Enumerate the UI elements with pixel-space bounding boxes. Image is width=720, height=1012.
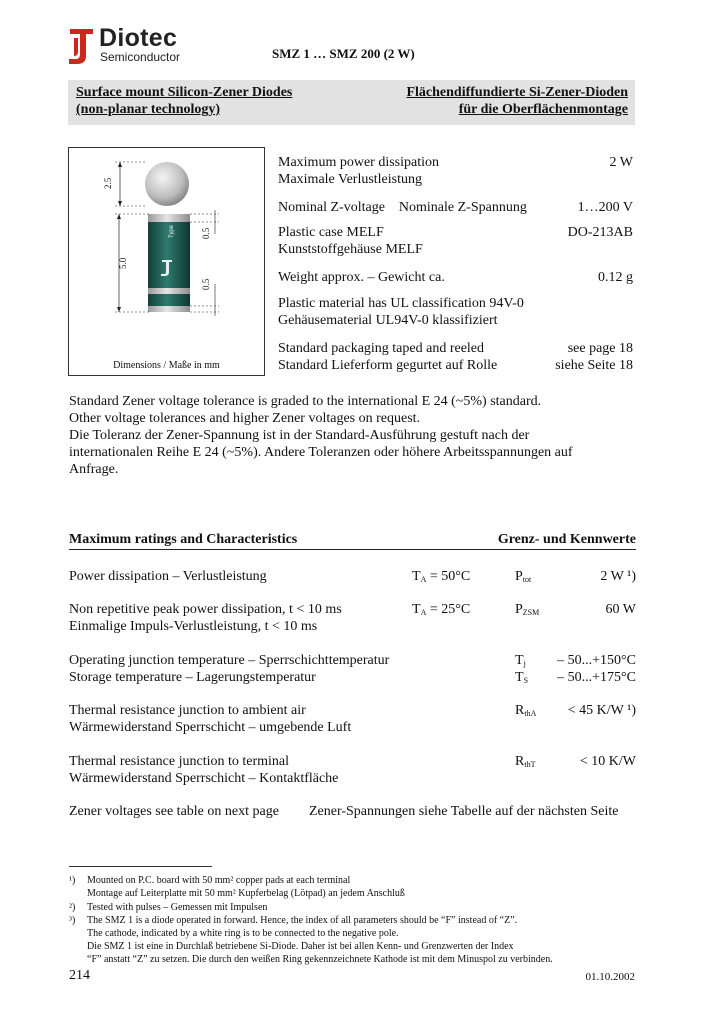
banner-title-de [406, 84, 628, 118]
spec-label: Plastic case MELF [278, 225, 384, 240]
banner-title-en [76, 84, 292, 118]
para-line: Other voltage tolerances and higher Zener voltages on request. [69, 411, 421, 426]
para-line: Standard Zener voltage tolerance is graded to the international E 24 (~5%) standard. [69, 394, 542, 409]
title-banner [68, 80, 635, 125]
spec-label-de: Standard Lieferform gegurtet auf Rolle [278, 358, 498, 373]
spec-value: 2 W [609, 155, 633, 170]
brand-name: Diotec [99, 24, 178, 52]
spec-label: Weight approx. – Gewicht ca. [278, 270, 445, 285]
type-label: Type [169, 224, 175, 238]
cathode-ring [148, 288, 190, 294]
dim-band-bottom-label: 0.5 [201, 278, 211, 290]
spec-label-de: Maximale Verlustleistung [278, 172, 422, 187]
dimension-figure [68, 147, 265, 376]
dim-top-label: 2.5 [103, 177, 113, 189]
spec-value-de: siehe Seite 18 [555, 358, 633, 373]
spec-power [278, 154, 633, 188]
spec-ul [278, 295, 633, 329]
spec-value: 1…200 V [577, 200, 633, 215]
spec-label-de: Kunststoffgehäuse MELF [278, 242, 423, 257]
spec-case [278, 224, 633, 258]
brand-subtitle: Semiconductor [100, 50, 181, 64]
tolerance-paragraph [69, 393, 629, 478]
ratings-heading-de: Grenz- und Kennwerte [497, 532, 636, 547]
spec-packaging [278, 340, 633, 374]
top-cap [148, 214, 190, 222]
spec-label: Standard packaging taped and reeled [278, 341, 485, 356]
melf-drawing [69, 148, 264, 348]
dim-body-label: 5.0 [118, 257, 128, 269]
para-line: Anfrage. [69, 462, 119, 477]
banner-en-line1: Surface mount Silicon-Zener Diodes [76, 85, 293, 100]
banner-de-line2: für die Oberflächenmontage [458, 102, 628, 117]
page-number: 214 [69, 968, 90, 983]
para-line: Die Toleranz der Zener-Spannung ist in der Standard-Ausführung gestuft nach der [69, 428, 530, 443]
document-date: 01.10.2002 [585, 971, 635, 983]
banner-en-line2: (non-planar technology) [76, 102, 221, 117]
end-view-ball [145, 162, 189, 206]
ratings-heading [69, 532, 636, 549]
spec-zvoltage [278, 199, 633, 216]
spec-label-de: Gehäusematerial UL94V-0 klassifiziert [278, 313, 498, 328]
spec-weight [278, 269, 633, 286]
bottom-cap [148, 306, 190, 312]
spec-label: Maximum power dissipation [278, 155, 439, 170]
heading-divider [69, 549, 636, 550]
spec-value: see page 18 [567, 341, 633, 356]
spec-label: Plastic material has UL classification 94V-0 [278, 296, 524, 311]
figure-caption: Dimensions / Maße in mm [113, 360, 220, 371]
ratings-heading-en: Maximum ratings and Characteristics [69, 532, 298, 547]
document-title: SMZ 1 … SMZ 200 (2 W) [272, 46, 415, 61]
diotec-logo-icon [66, 26, 96, 66]
dim-band-top-label: 0.5 [201, 227, 211, 239]
banner-de-line1: Flächendiffundierte Si-Zener-Dioden [406, 85, 628, 100]
para-line: internationalen Reihe E 24 (~5%). Andere Toleranzen oder höhere Arbeitsspannungen auf [69, 445, 573, 460]
spec-value: DO-213AB [567, 225, 633, 240]
footnote-divider [69, 866, 212, 867]
spec-label: Nominal Z-voltage Nominale Z-Spannung [278, 200, 527, 215]
spec-value: 0.12 g [598, 270, 633, 285]
